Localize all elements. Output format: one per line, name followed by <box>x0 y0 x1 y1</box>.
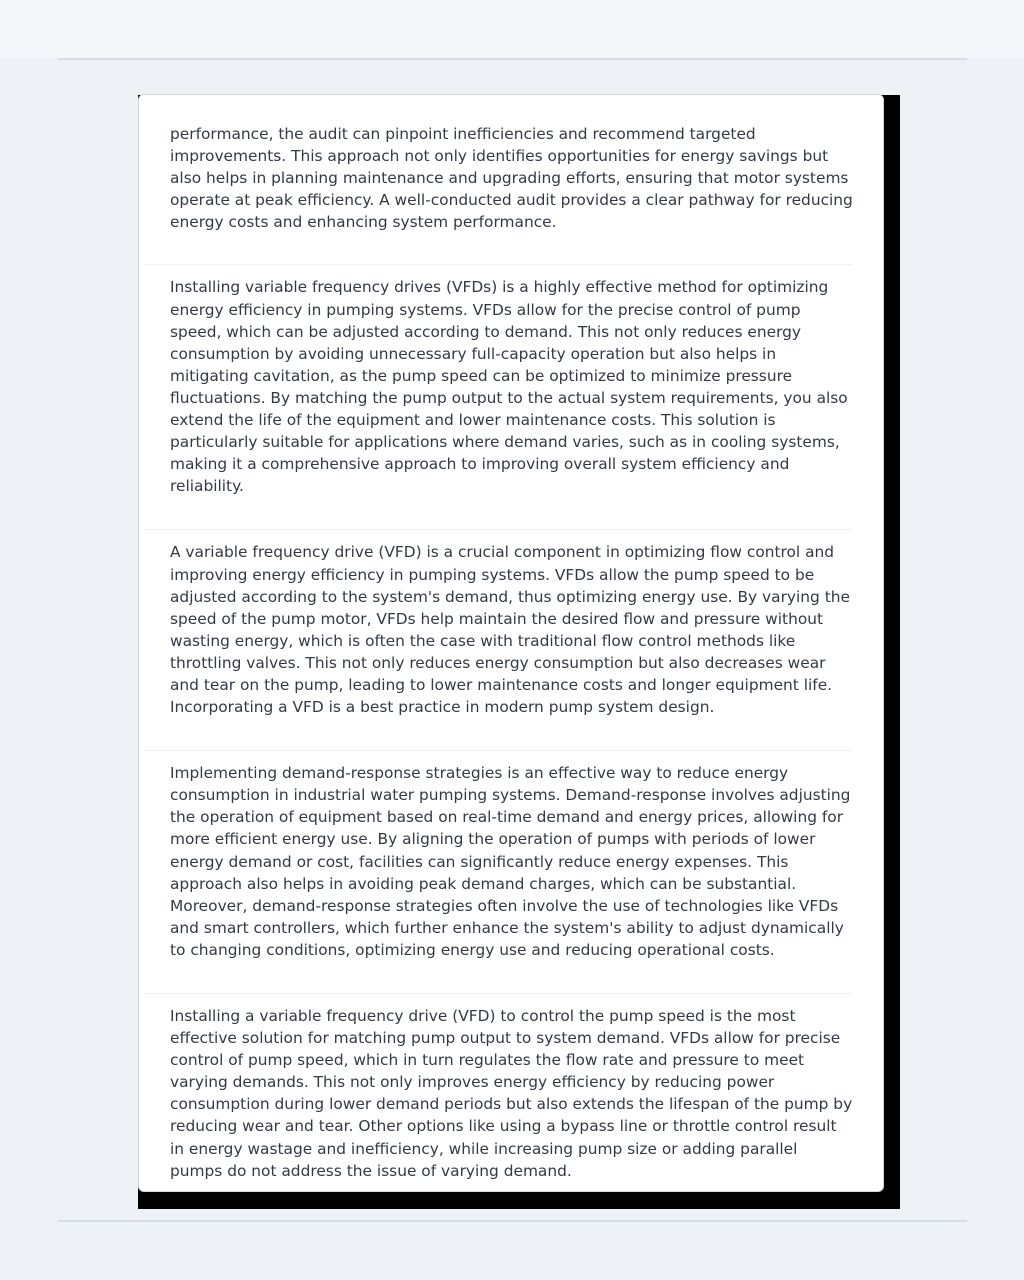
answer-section-2 <box>139 265 883 529</box>
bottom-divider <box>58 1220 967 1222</box>
top-divider <box>58 58 967 60</box>
answer-text-2: Installing variable frequency drives (VFDs) is a highly effective method for optimizing energy efficiency in pumping systems. VFDs allow for the precise control of pump speed, which can be adjusted according to demand. This not only reduces energy consumption by avoiding unnecessary full-capacity operation but also helps in mitigating cavitation, as the pump speed can be optimized to minimize pressure fluctuations. By matching the pump output to the actual system requirements, you also extend the life of the equipment and lower maintenance costs. This solution is particularly suitable for applications where demand varies, such as in cooling systems, making it a comprehensive approach to improving overall system efficiency and reliability. <box>170 278 848 496</box>
answer-section-4 <box>139 751 883 993</box>
answer-section-3 <box>139 530 883 750</box>
answer-text-1: performance, the audit can pinpoint inefficiencies and recommend targeted improvements. This approach not only identifies opportunities for energy savings but also helps in planning maintenance and upgrading efforts, ensuring that motor systems operate at peak efficiency. A well-conducted audit provides a clear pathway for reducing energy costs and enhancing system performance. <box>170 125 853 232</box>
answer-section-5 <box>139 994 883 1192</box>
answer-text-3: A variable frequency drive (VFD) is a crucial component in optimizing flow control and improving energy efficiency in pumping systems. VFDs allow the pump speed to be adjusted according to the system's demand, thus optimizing energy use. By varying the speed of the pump motor, VFDs help maintain the desired flow and pressure without wasting energy, which is often the case with traditional flow control methods like throttling valves. This not only reduces energy consumption but also decreases wear and tear on the pump, leading to lower maintenance costs and longer equipment life. Incorporating a VFD is a best practice in modern pump system design. <box>170 543 850 717</box>
content-card <box>138 94 884 1192</box>
answer-text-4: Implementing demand-response strategies is an effective way to reduce energy consumption in industrial water pumping systems. Demand-response involves adjusting the operation of equipment based on real-time demand and energy prices, allowing for more efficient energy use. By aligning the operation of pumps with periods of lower energy demand or cost, facilities can significantly reduce energy expenses. This approach also helps in avoiding peak demand charges, which can be substantial. Moreover, demand-response strategies often involve the use of technologies like VFDs and smart controllers, which further enhance the system's ability to adjust dynamically to changing conditions, optimizing energy use and reducing operational costs. <box>170 764 851 959</box>
top-band <box>0 0 1024 58</box>
answer-text-5: Installing a variable frequency drive (VFD) to control the pump speed is the most effective solution for matching pump output to system demand. VFDs allow for precise control of pump speed, which in turn regulates the flow rate and pressure to meet varying demands. This not only improves energy efficiency by reducing power consumption during lower demand periods but also extends the lifespan of the pump by reducing wear and tear. Other options like using a bypass line or throttle control result in energy wastage and inefficiency, while increasing pump size or adding parallel pumps do not address the issue of varying demand. <box>170 1007 853 1180</box>
answer-section-1 <box>139 95 883 264</box>
